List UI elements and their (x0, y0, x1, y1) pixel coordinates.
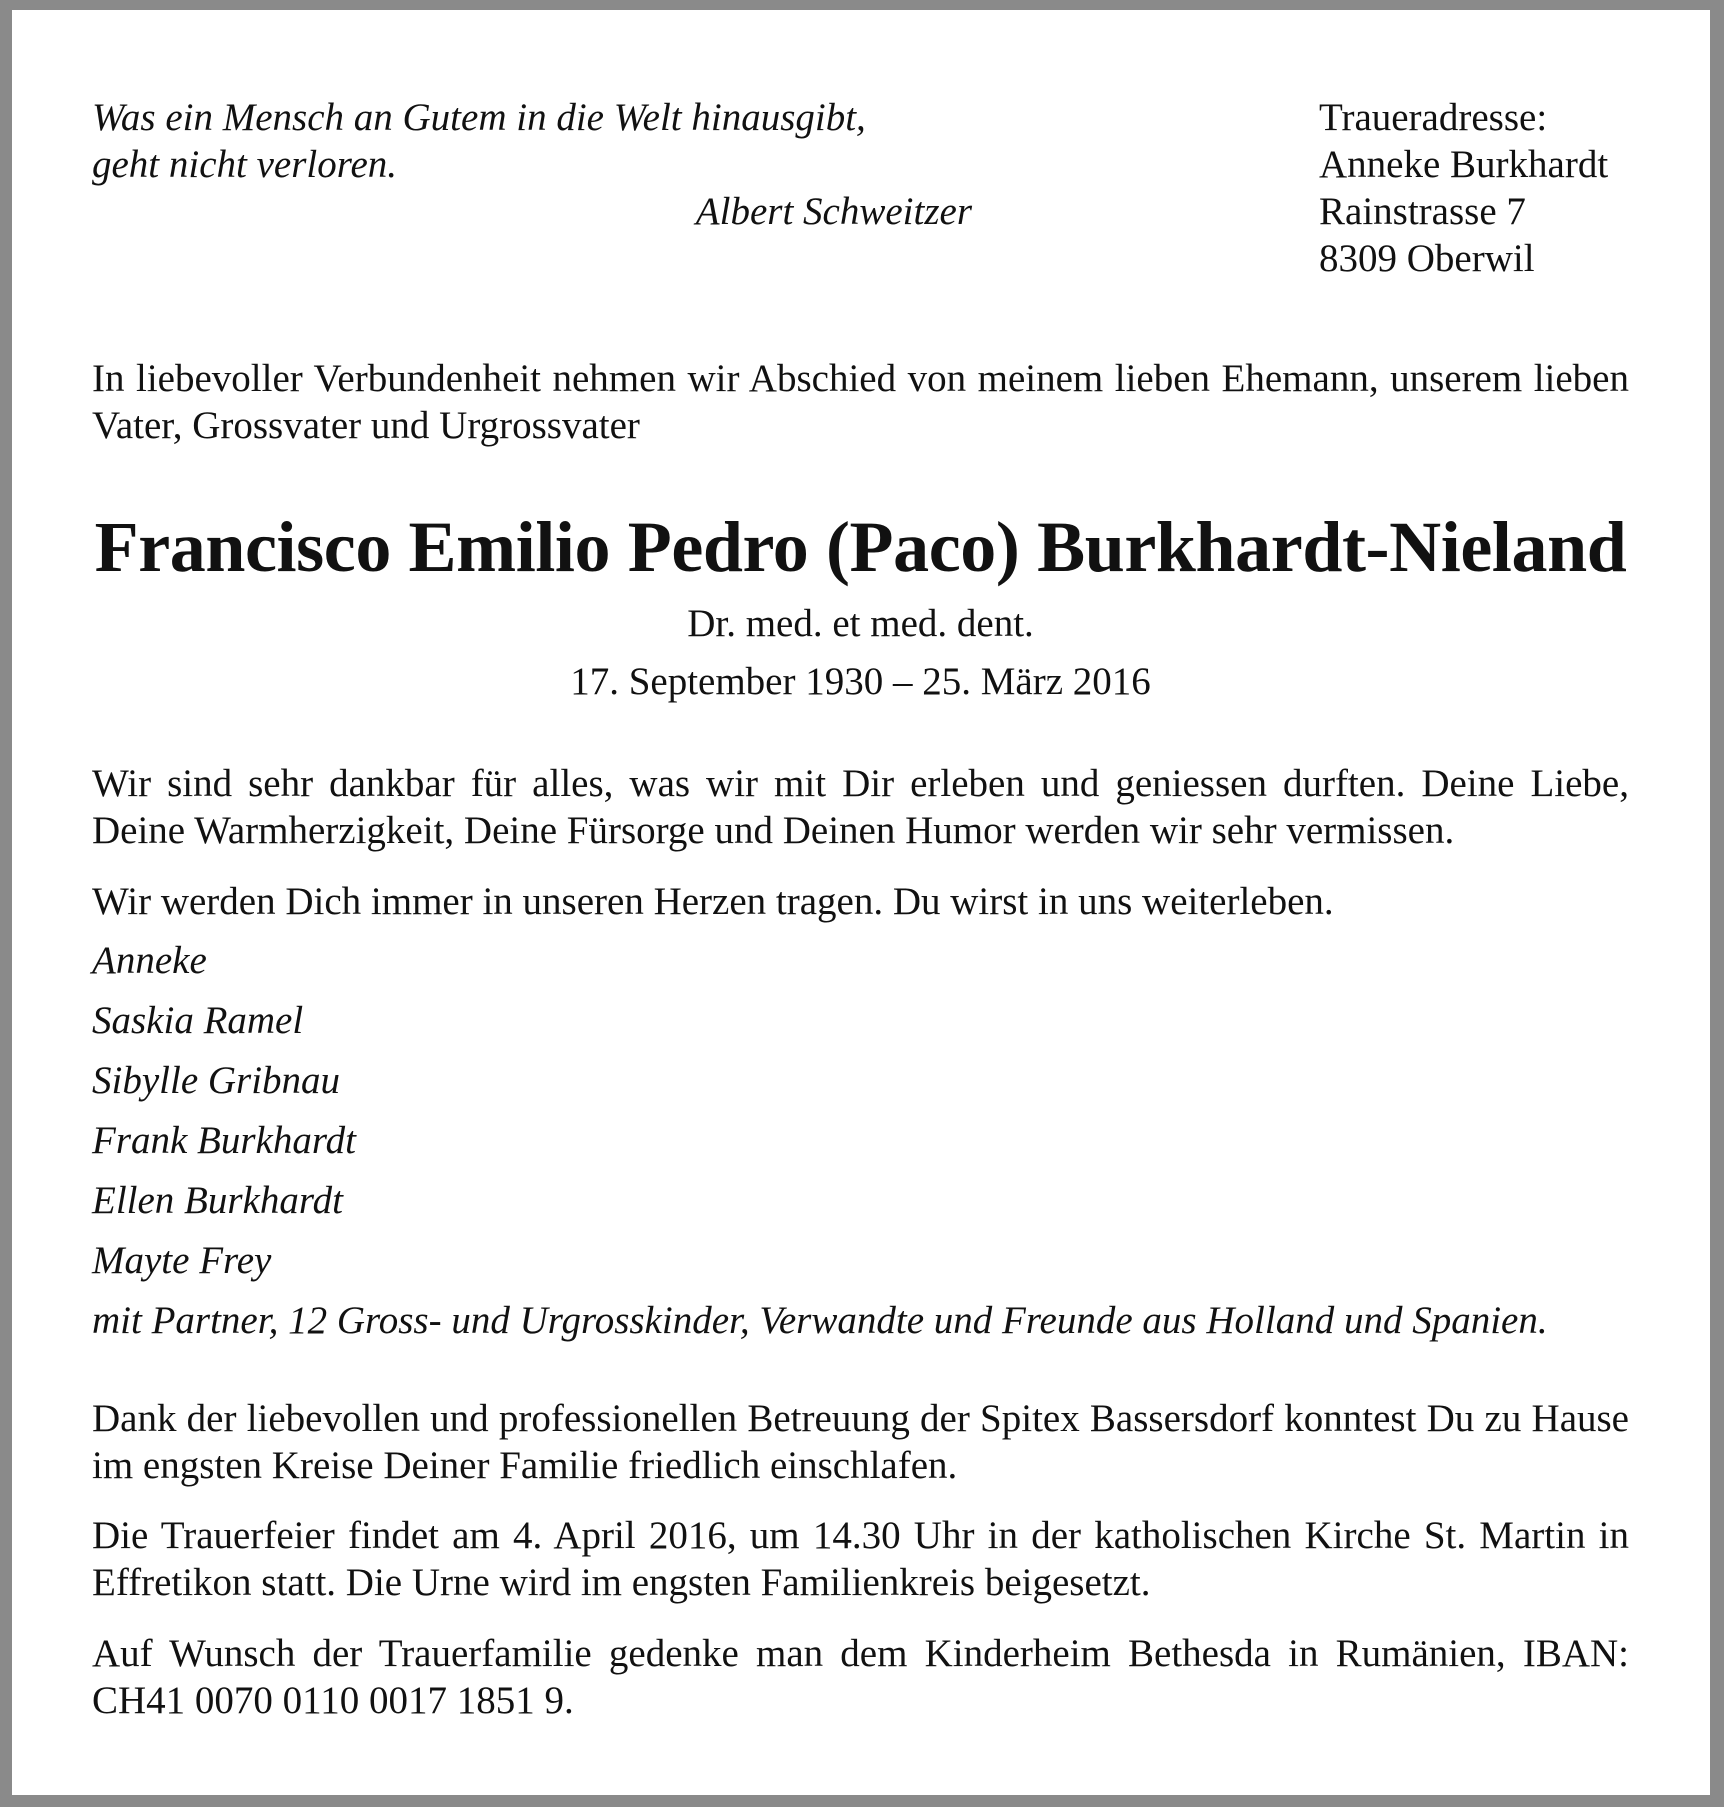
signatory: Anneke (92, 939, 207, 982)
obituary-page (12, 10, 1710, 1795)
quote-author: Albert Schweitzer (695, 190, 972, 233)
address-city: 8309 Oberwil (1319, 237, 1535, 280)
signatories-extended: mit Partner, 12 Gross- und Urgrosskinder, Verwandte und Freunde aus Holland und Spanien. (92, 1299, 1548, 1342)
gratitude-paragraph: Wir sind sehr dankbar für alles, was wir mit Dir erleben und geniessen durften. Deine Liebe, Deine Warmherzigkeit, Deine Fürsorge und Deinen Humor werden wir sehr vermissen. (92, 762, 1629, 852)
signatory: Sibylle Gribnau (92, 1059, 341, 1102)
quote (92, 94, 992, 188)
quote-line: Was ein Mensch an Gutem in die Welt hinausgibt, (92, 96, 866, 139)
mourning-address (1319, 94, 1659, 282)
deceased-title: Dr. med. et med. dent. (687, 602, 1034, 645)
signatory: Ellen Burkhardt (92, 1179, 343, 1222)
donation-paragraph: Auf Wunsch der Trauerfamilie gedenke man dem Kinderheim Bethesda in Rumänien, IBAN: CH41 0070 0110 0017 1851 9. (92, 1632, 1629, 1722)
signatory: Mayte Frey (92, 1239, 272, 1282)
address-street: Rainstrasse 7 (1319, 190, 1526, 233)
hearts-paragraph: Wir werden Dich immer in unseren Herzen tragen. Du wirst in uns weiterleben. (92, 880, 1334, 923)
ceremony-paragraph: Die Trauerfeier findet am 4. April 2016, um 14.30 Uhr in der katholischen Kirche St. Martin in Effretikon statt. Die Urne wird im engsten Familienkreis beigesetzt. (92, 1514, 1629, 1604)
address-name: Anneke Burkhardt (1319, 143, 1609, 186)
deceased-dates: 17. September 1930 – 25. März 2016 (570, 660, 1151, 703)
signatory: Saskia Ramel (92, 999, 304, 1042)
spitex-paragraph: Dank der liebevollen und professionellen Betreuung der Spitex Bassersdorf konntest Du zu Hause im engsten Kreise Deiner Familie friedlich einschlafen. (92, 1397, 1629, 1487)
deceased-name: Francisco Emilio Pedro (Paco) Burkhardt-Nieland (94, 507, 1627, 587)
signatory: Frank Burkhardt (92, 1119, 356, 1162)
intro-text: In liebevoller Verbundenheit nehmen wir Abschied von meinem lieben Ehemann, unserem lieben Vater, Grossvater und Urgrossvater (92, 357, 1629, 447)
address-label: Traueradresse: (1319, 96, 1548, 139)
quote-line: geht nicht verloren. (92, 143, 398, 186)
